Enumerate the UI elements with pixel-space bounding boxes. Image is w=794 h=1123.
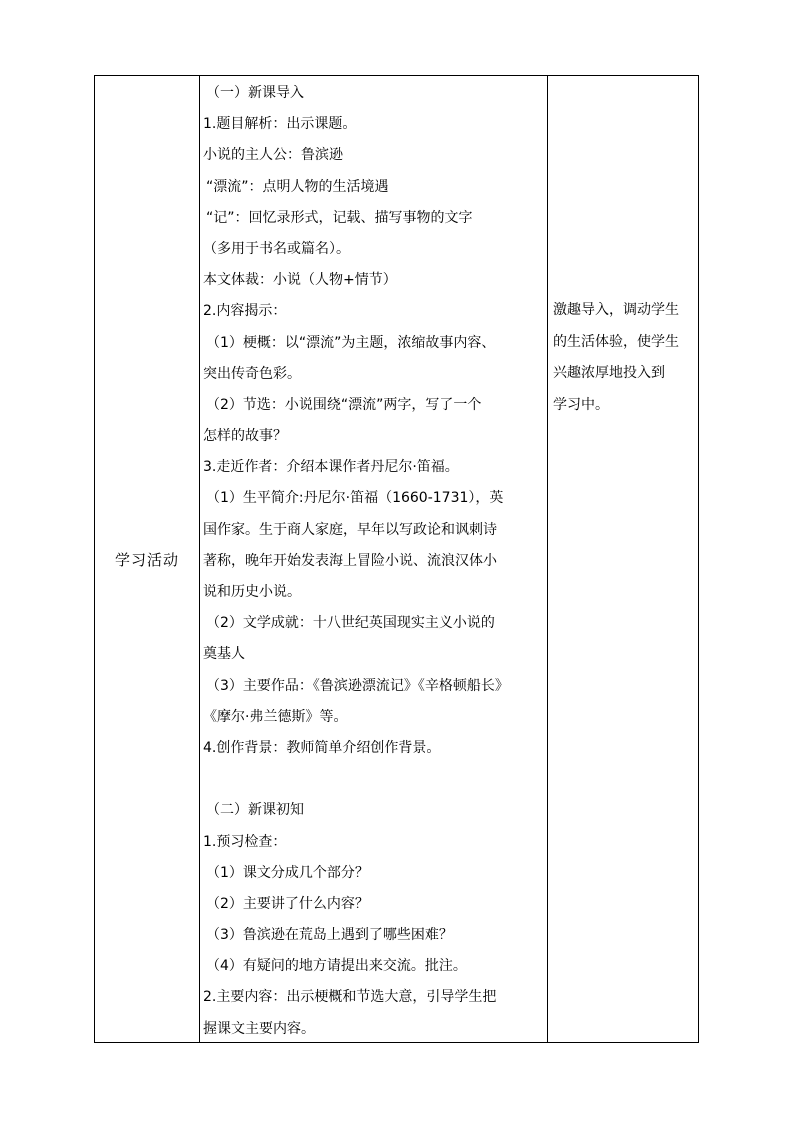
note-line: 激趣导入，调动学生	[553, 302, 679, 318]
content-line: 《摩尔·弗兰德斯》等。	[203, 708, 348, 725]
note-line: 的生活体验，使学生	[553, 333, 679, 350]
content-line: 1.预习检查：	[203, 833, 287, 850]
content-line: 突出传奇色彩。	[203, 365, 301, 382]
lesson-table	[94, 75, 699, 1043]
content-line: （3）主要作品：《鲁滨逊漂流记》《辛格顿船长》	[206, 677, 509, 694]
content-line: （一）新课导入	[206, 85, 304, 101]
content-cell	[200, 78, 543, 1045]
note-cell	[549, 295, 697, 421]
content-line: （2）节选：小说围绕“漂流”两字，写了一个	[206, 396, 482, 413]
content-line: 1.题目解析：出示课题。	[203, 116, 357, 133]
content-line: （多用于书名或篇名）。	[203, 240, 350, 257]
content-line: “记”：回忆录形式，记载、描写事物的文字	[206, 209, 473, 226]
content-line: 4.创作背景：教师简单介绍创作背景。	[203, 739, 441, 756]
content-line: 说和历史小说。	[203, 584, 301, 600]
content-line: 怎样的故事？	[203, 428, 287, 445]
content-line: （1）课文分成几个部分？	[206, 864, 369, 881]
note-line: 兴趣浓厚地投入到	[553, 365, 665, 381]
content-line: （1）生平简介:丹尼尔·笛福（1660-1731），英	[206, 490, 504, 507]
content-line: 著称，晚年开始发表海上冒险小说、流浪汉体小	[203, 552, 497, 569]
note-line: 学习中。	[553, 396, 609, 413]
content-line: （3）鲁滨逊在荒岛上遇到了哪些困难？	[206, 927, 453, 944]
content-line: 握课文主要内容。	[203, 1020, 315, 1037]
content-line: 2.内容揭示：	[203, 303, 287, 320]
content-line: 3.走近作者：介绍本课作者丹尼尔·笛福。	[203, 459, 459, 476]
content-line: （2）主要讲了什么内容？	[206, 895, 369, 912]
content-line: 2.主要内容：出示梗概和节选大意，引导学生把	[203, 989, 497, 1006]
content-line: 国作家。生于商人家庭，早年以写政论和讽刺诗	[203, 521, 497, 538]
content-line: 本文体裁：小说（人物+情节）	[203, 272, 397, 289]
row-label: 学习活动	[114, 550, 179, 569]
content-line: 小说的主人公：鲁滨逊	[203, 147, 343, 164]
column-divider	[547, 76, 548, 1042]
content-line: （4）有疑问的地方请提出来交流。批注。	[206, 958, 467, 975]
content-line	[200, 764, 543, 795]
content-line: （1）梗概：以“漂流”为主题，浓缩故事内容、	[206, 334, 496, 351]
row-label-cell	[95, 76, 199, 1042]
content-line: （2）文学成就：十八世纪英国现实主义小说的	[206, 615, 495, 632]
content-line: （二）新课初知	[206, 802, 304, 819]
content-line: 奠基人	[203, 646, 245, 663]
content-line: “漂流”：点明人物的生活境遇	[206, 178, 389, 195]
